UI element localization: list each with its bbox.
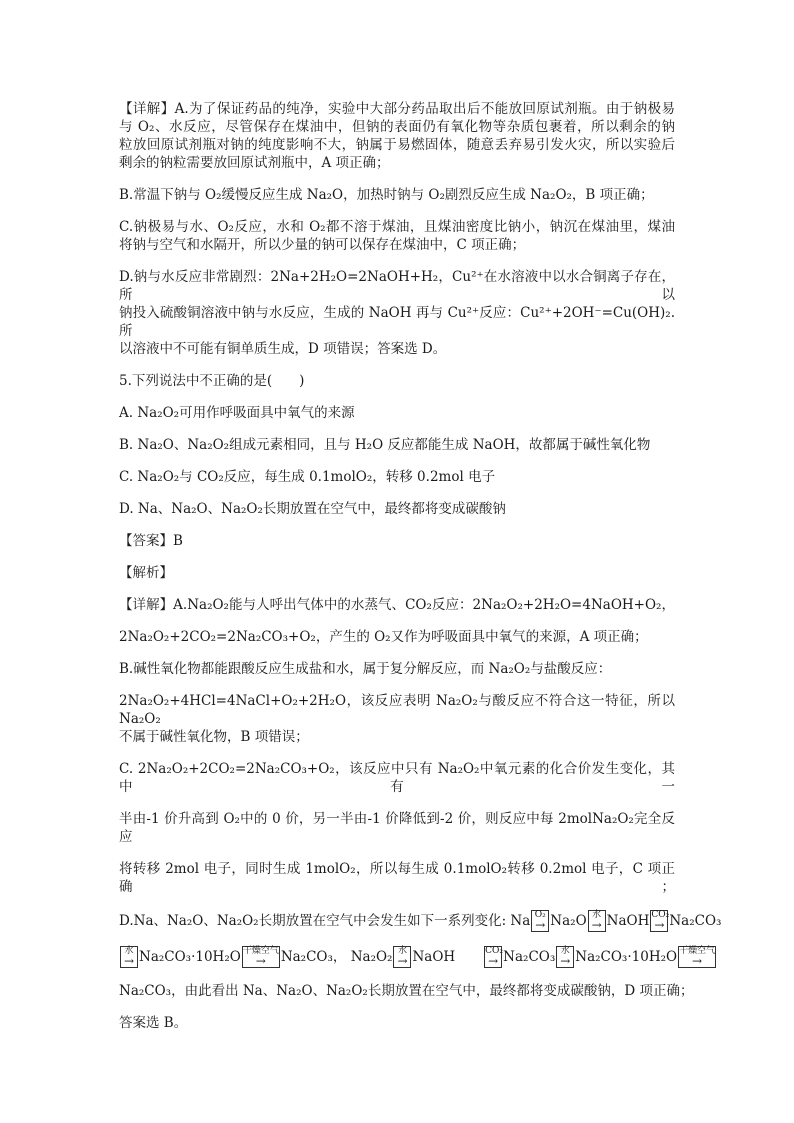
paragraph-analysis-b — [119, 660, 675, 746]
right-arrow-icon: → — [397, 954, 408, 968]
species: Na₂CO₃·10H₂O — [575, 949, 678, 965]
text-line: 答案选 B。 — [119, 1015, 188, 1031]
question-5 — [119, 372, 675, 390]
right-arrow-icon: → — [255, 954, 266, 968]
paragraph-analysis-a — [119, 596, 675, 646]
text-line: Na₂CO₃，由此看出 Na、Na₂O、Na₂O₂长期放置在空气中，最终都将变成碳酸钠，D 项正确； — [119, 983, 694, 999]
species: Na₂CO₃， — [280, 949, 347, 965]
right-arrow-icon: → — [591, 918, 602, 932]
right-arrow-icon: → — [535, 918, 546, 932]
text-line: 剩余的钠粒需要放回原试剂瓶中，A 项正确； — [119, 155, 390, 171]
paragraph-analysis-c — [119, 760, 675, 896]
paragraph-d — [119, 268, 675, 358]
species: Na₂CO₃·10H₂O — [139, 949, 241, 965]
species: Na₂O₂ — [350, 949, 393, 965]
reaction-arrow — [531, 910, 549, 932]
reaction-arrow — [120, 946, 138, 968]
text-line: 2Na₂O₂+2CO₂=2Na₂CO₃+O₂，产生的 O₂又作为呼吸面具中氧气的来源，A 项正确； — [119, 629, 648, 645]
text-line: 【详解】A.为了保证药品的纯净，实验中大部分药品取出后不能放回原试剂瓶。由于钠极易 — [119, 101, 675, 117]
option-d — [119, 500, 675, 518]
option-a — [119, 404, 675, 422]
text-line: 与 O₂、水反应，尽管保存在煤油中，但钠的表面仍有氧化物等杂质包裹着，所以剩余的钠 — [119, 119, 675, 135]
text-segment: D.Na、Na₂O、Na₂O₂长期放置在空气中会发生如下一系列变化: Na — [119, 913, 531, 929]
reaction-arrow — [556, 946, 574, 968]
reaction-arrow — [484, 946, 502, 968]
analysis-heading — [119, 564, 675, 582]
text-line: D.钠与水反应非常剧烈：2Na+2H₂O=2NaOH+H₂，Cu²⁺在水溶液中以水合铜离子存在，所以 — [119, 269, 675, 303]
text-line: 以溶液中不可能有铜单质生成，D 项错误；答案选 D。 — [119, 341, 447, 357]
right-arrow-icon: → — [692, 954, 703, 968]
arrow-label: O₂ — [534, 910, 546, 920]
species: Na₂CO₃ — [669, 913, 722, 929]
text-line: 2Na₂O₂+4HCl=4NaCl+O₂+2H₂O，该反应表明 Na₂O₂与酸反应不符合这一特征，所以 Na₂O₂ — [119, 693, 675, 727]
text-line: B.常温下钠与 O₂缓慢反应生成 Na₂O，加热时钠与 O₂剧烈反应生成 Na₂O₂，B 项正确； — [119, 187, 654, 203]
paragraph-analysis-d — [119, 910, 722, 1032]
reaction-arrow — [242, 946, 280, 968]
text-line: 【答案】B — [119, 533, 183, 549]
arrow-label: 水 — [560, 946, 570, 956]
reaction-chain-line-1 — [119, 910, 722, 932]
right-arrow-icon: → — [654, 918, 665, 932]
reaction-arrow — [393, 946, 411, 968]
text-line: D. Na、Na₂O、Na₂O₂长期放置在空气中，最终都将变成碳酸钠 — [119, 501, 506, 517]
text-line: 【详解】A.Na₂O₂能与人呼出气体中的水蒸气、CO₂反应：2Na₂O₂+2H₂O=4NaOH+O₂， — [119, 597, 675, 613]
text-line: C. 2Na₂O₂+2CO₂=2Na₂CO₃+O₂，该反应中只有 Na₂O₂中氧元素的化合价发生变化，其中有一 — [119, 761, 675, 795]
arrow-label: 干燥空气 — [242, 946, 279, 956]
arrow-label: 水 — [592, 910, 602, 920]
text-line: B.碱性氧化物都能跟酸反应生成盐和水，属于复分解反应，而 Na₂O₂与盐酸反应： — [119, 661, 612, 677]
text-line: C. Na₂O₂与 CO₂反应，每生成 0.1molO₂，转移 0.2mol 电子 — [119, 469, 496, 485]
reaction-arrow — [678, 946, 716, 968]
text-line: 【解析】 — [119, 565, 173, 581]
text-line: B. Na₂O、Na₂O₂组成元素相同，且与 H₂O 反应都能生成 NaOH，故都属于碱性氧化物 — [119, 437, 651, 453]
text-line: C.钠极易与水、O₂反应，水和 O₂都不溶于煤油，且煤油密度比钠小，钠沉在煤油里，煤油 — [119, 219, 675, 235]
arrow-label: 水 — [397, 946, 407, 956]
arrow-label: 干燥空气 — [679, 946, 716, 956]
text-line: A. Na₂O₂可用作呼吸面具中氧气的来源 — [119, 405, 355, 421]
arrow-label: CO₂ — [485, 946, 504, 956]
species: NaOH — [606, 913, 650, 929]
document-body — [119, 100, 722, 1046]
paragraph-b — [119, 186, 675, 204]
paragraph-explanation-q4 — [119, 100, 675, 172]
reaction-arrow — [650, 910, 668, 932]
text-line: 半由-1 价升高到 O₂中的 0 价，另一半由-1 价降低到-2 价，则反应中每 2molNa₂O₂完全反应 — [119, 811, 675, 845]
paragraph-c — [119, 218, 675, 254]
option-c — [119, 468, 675, 486]
species: Na₂CO₃ — [503, 949, 556, 965]
option-b — [119, 436, 675, 454]
text-line: 不属于碱性氧化物，B 项错误； — [119, 729, 309, 745]
text-line: 粒放回原试剂瓶对钠的纯度影响不大，钠属于易燃固体，随意丢弃易引发火灾，所以实验后 — [119, 137, 675, 153]
arrow-label: 水 — [124, 946, 134, 956]
reaction-arrow — [588, 910, 606, 932]
species: NaOH — [412, 949, 456, 965]
text-line: 将钠与空气和水隔开，所以少量的钠可以保存在煤油中，C 项正确； — [119, 237, 526, 253]
right-arrow-icon: → — [123, 954, 135, 968]
arrow-label: CO₂ — [651, 910, 670, 920]
question-stem: 5.下列说法中不正确的是( ) — [119, 373, 305, 389]
species: Na₂O — [550, 913, 587, 929]
right-arrow-icon: → — [560, 954, 571, 968]
right-arrow-icon: → — [488, 954, 499, 968]
answer-heading — [119, 532, 675, 550]
text-line: 将转移 2mol 电子，同时生成 1molO₂，所以每生成 0.1molO₂转移 0.2mol 电子，C 项正确； — [119, 861, 675, 895]
text-line: 钠投入硫酸铜溶液中钠与水反应，生成的 NaOH 再与 Cu²⁺反应：Cu²⁺+2OH⁻=Cu(OH)₂. 所 — [119, 305, 675, 339]
reaction-chain-line-2 — [119, 946, 716, 968]
